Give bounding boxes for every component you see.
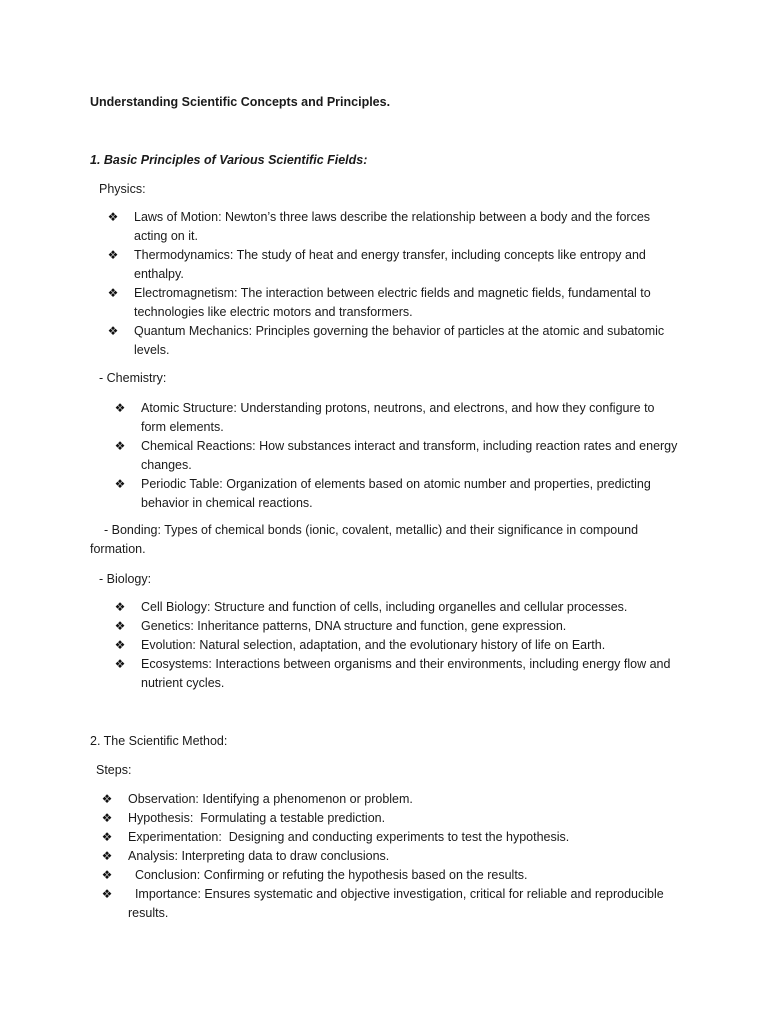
diamond-bullet-icon: ❖ <box>101 849 113 863</box>
diamond-bullet-icon: ❖ <box>101 811 113 825</box>
list-item-text: Evolution: Natural selection, adaptation, and the evolutionary history of life on Earth. <box>141 638 606 652</box>
list-item-text: Analysis: Interpreting data to draw conclusions. <box>128 849 390 863</box>
steps-list <box>100 790 700 923</box>
list-item-text: levels. <box>134 343 170 357</box>
list-item <box>100 866 700 885</box>
list-item <box>100 828 700 847</box>
list-item-text: Ecosystems: Interactions between organisms and their environments, including energy flow and <box>141 657 671 671</box>
list-item <box>113 399 713 437</box>
section-2-heading: 2. The Scientific Method: <box>90 734 228 748</box>
list-item-text: form elements. <box>141 420 224 434</box>
list-item-text: Observation: Identifying a phenomenon or problem. <box>128 792 413 806</box>
physics-list <box>106 208 706 360</box>
bonding-line-2: formation. <box>90 542 146 556</box>
diamond-bullet-icon: ❖ <box>114 401 126 415</box>
diamond-bullet-icon: ❖ <box>114 619 126 633</box>
diamond-bullet-icon: ❖ <box>107 210 119 224</box>
list-item-text: Periodic Table: Organization of elements based on atomic number and properties, predicting <box>141 477 651 491</box>
list-item-text: Laws of Motion: Newton’s three laws describe the relationship between a body and the forces <box>134 210 651 224</box>
list-item <box>100 847 700 866</box>
list-item <box>100 790 700 809</box>
biology-list <box>113 598 713 693</box>
list-item <box>113 437 713 475</box>
diamond-bullet-icon: ❖ <box>114 439 126 453</box>
diamond-bullet-icon: ❖ <box>107 324 119 338</box>
list-item <box>106 208 706 246</box>
list-item-text: behavior in chemical reactions. <box>141 496 313 510</box>
diamond-bullet-icon: ❖ <box>101 792 113 806</box>
list-item-text: Conclusion: Confirming or refuting the hypothesis based on the results. <box>128 868 528 882</box>
list-item-text: results. <box>128 906 169 920</box>
list-item <box>113 636 713 655</box>
diamond-bullet-icon: ❖ <box>101 830 113 844</box>
list-item-text: Cell Biology: Structure and function of cells, including organelles and cellular processes. <box>141 600 628 614</box>
diamond-bullet-icon: ❖ <box>114 600 126 614</box>
list-item-text: enthalpy. <box>134 267 184 281</box>
list-item <box>106 284 706 322</box>
biology-label: - Biology: <box>99 572 152 586</box>
list-item-text: Hypothesis: Formulating a testable prediction. <box>128 811 386 825</box>
list-item-text: Experimentation: Designing and conducting experiments to test the hypothesis. <box>128 830 570 844</box>
section-1-heading: 1. Basic Principles of Various Scientific Fields: <box>90 153 368 167</box>
diamond-bullet-icon: ❖ <box>114 657 126 671</box>
list-item <box>113 617 713 636</box>
list-item <box>100 885 700 923</box>
chemistry-label: - Chemistry: <box>99 371 167 385</box>
diamond-bullet-icon: ❖ <box>107 286 119 300</box>
bonding-line-1: - Bonding: Types of chemical bonds (ionic, covalent, metallic) and their significance in compound <box>104 523 639 537</box>
list-item <box>106 246 706 284</box>
list-item-text: Thermodynamics: The study of heat and energy transfer, including concepts like entropy and <box>134 248 646 262</box>
list-item-text: acting on it. <box>134 229 198 243</box>
diamond-bullet-icon: ❖ <box>114 477 126 491</box>
list-item-text: nutrient cycles. <box>141 676 225 690</box>
diamond-bullet-icon: ❖ <box>114 638 126 652</box>
diamond-bullet-icon: ❖ <box>101 887 113 901</box>
list-item-text: changes. <box>141 458 192 472</box>
steps-label: Steps: <box>96 763 132 777</box>
physics-label: Physics: <box>99 182 146 196</box>
list-item <box>113 655 713 693</box>
list-item-text: Importance: Ensures systematic and objective investigation, critical for reliable and reproducible <box>128 887 664 901</box>
list-item-text: Quantum Mechanics: Principles governing the behavior of particles at the atomic and subatomic <box>134 324 665 338</box>
list-item-text: Genetics: Inheritance patterns, DNA structure and function, gene expression. <box>141 619 567 633</box>
list-item <box>100 809 700 828</box>
list-item <box>106 322 706 360</box>
list-item-text: technologies like electric motors and transformers. <box>134 305 413 319</box>
chemistry-list <box>113 399 713 513</box>
diamond-bullet-icon: ❖ <box>107 248 119 262</box>
diamond-bullet-icon: ❖ <box>101 868 113 882</box>
list-item <box>113 598 713 617</box>
document-title: Understanding Scientific Concepts and Principles. <box>90 95 391 109</box>
list-item-text: Chemical Reactions: How substances interact and transform, including reaction rates and energy <box>141 439 678 453</box>
list-item-text: Atomic Structure: Understanding protons, neutrons, and electrons, and how they configure to <box>141 401 655 415</box>
list-item <box>113 475 713 513</box>
list-item-text: Electromagnetism: The interaction between electric fields and magnetic fields, fundamental to <box>134 286 651 300</box>
